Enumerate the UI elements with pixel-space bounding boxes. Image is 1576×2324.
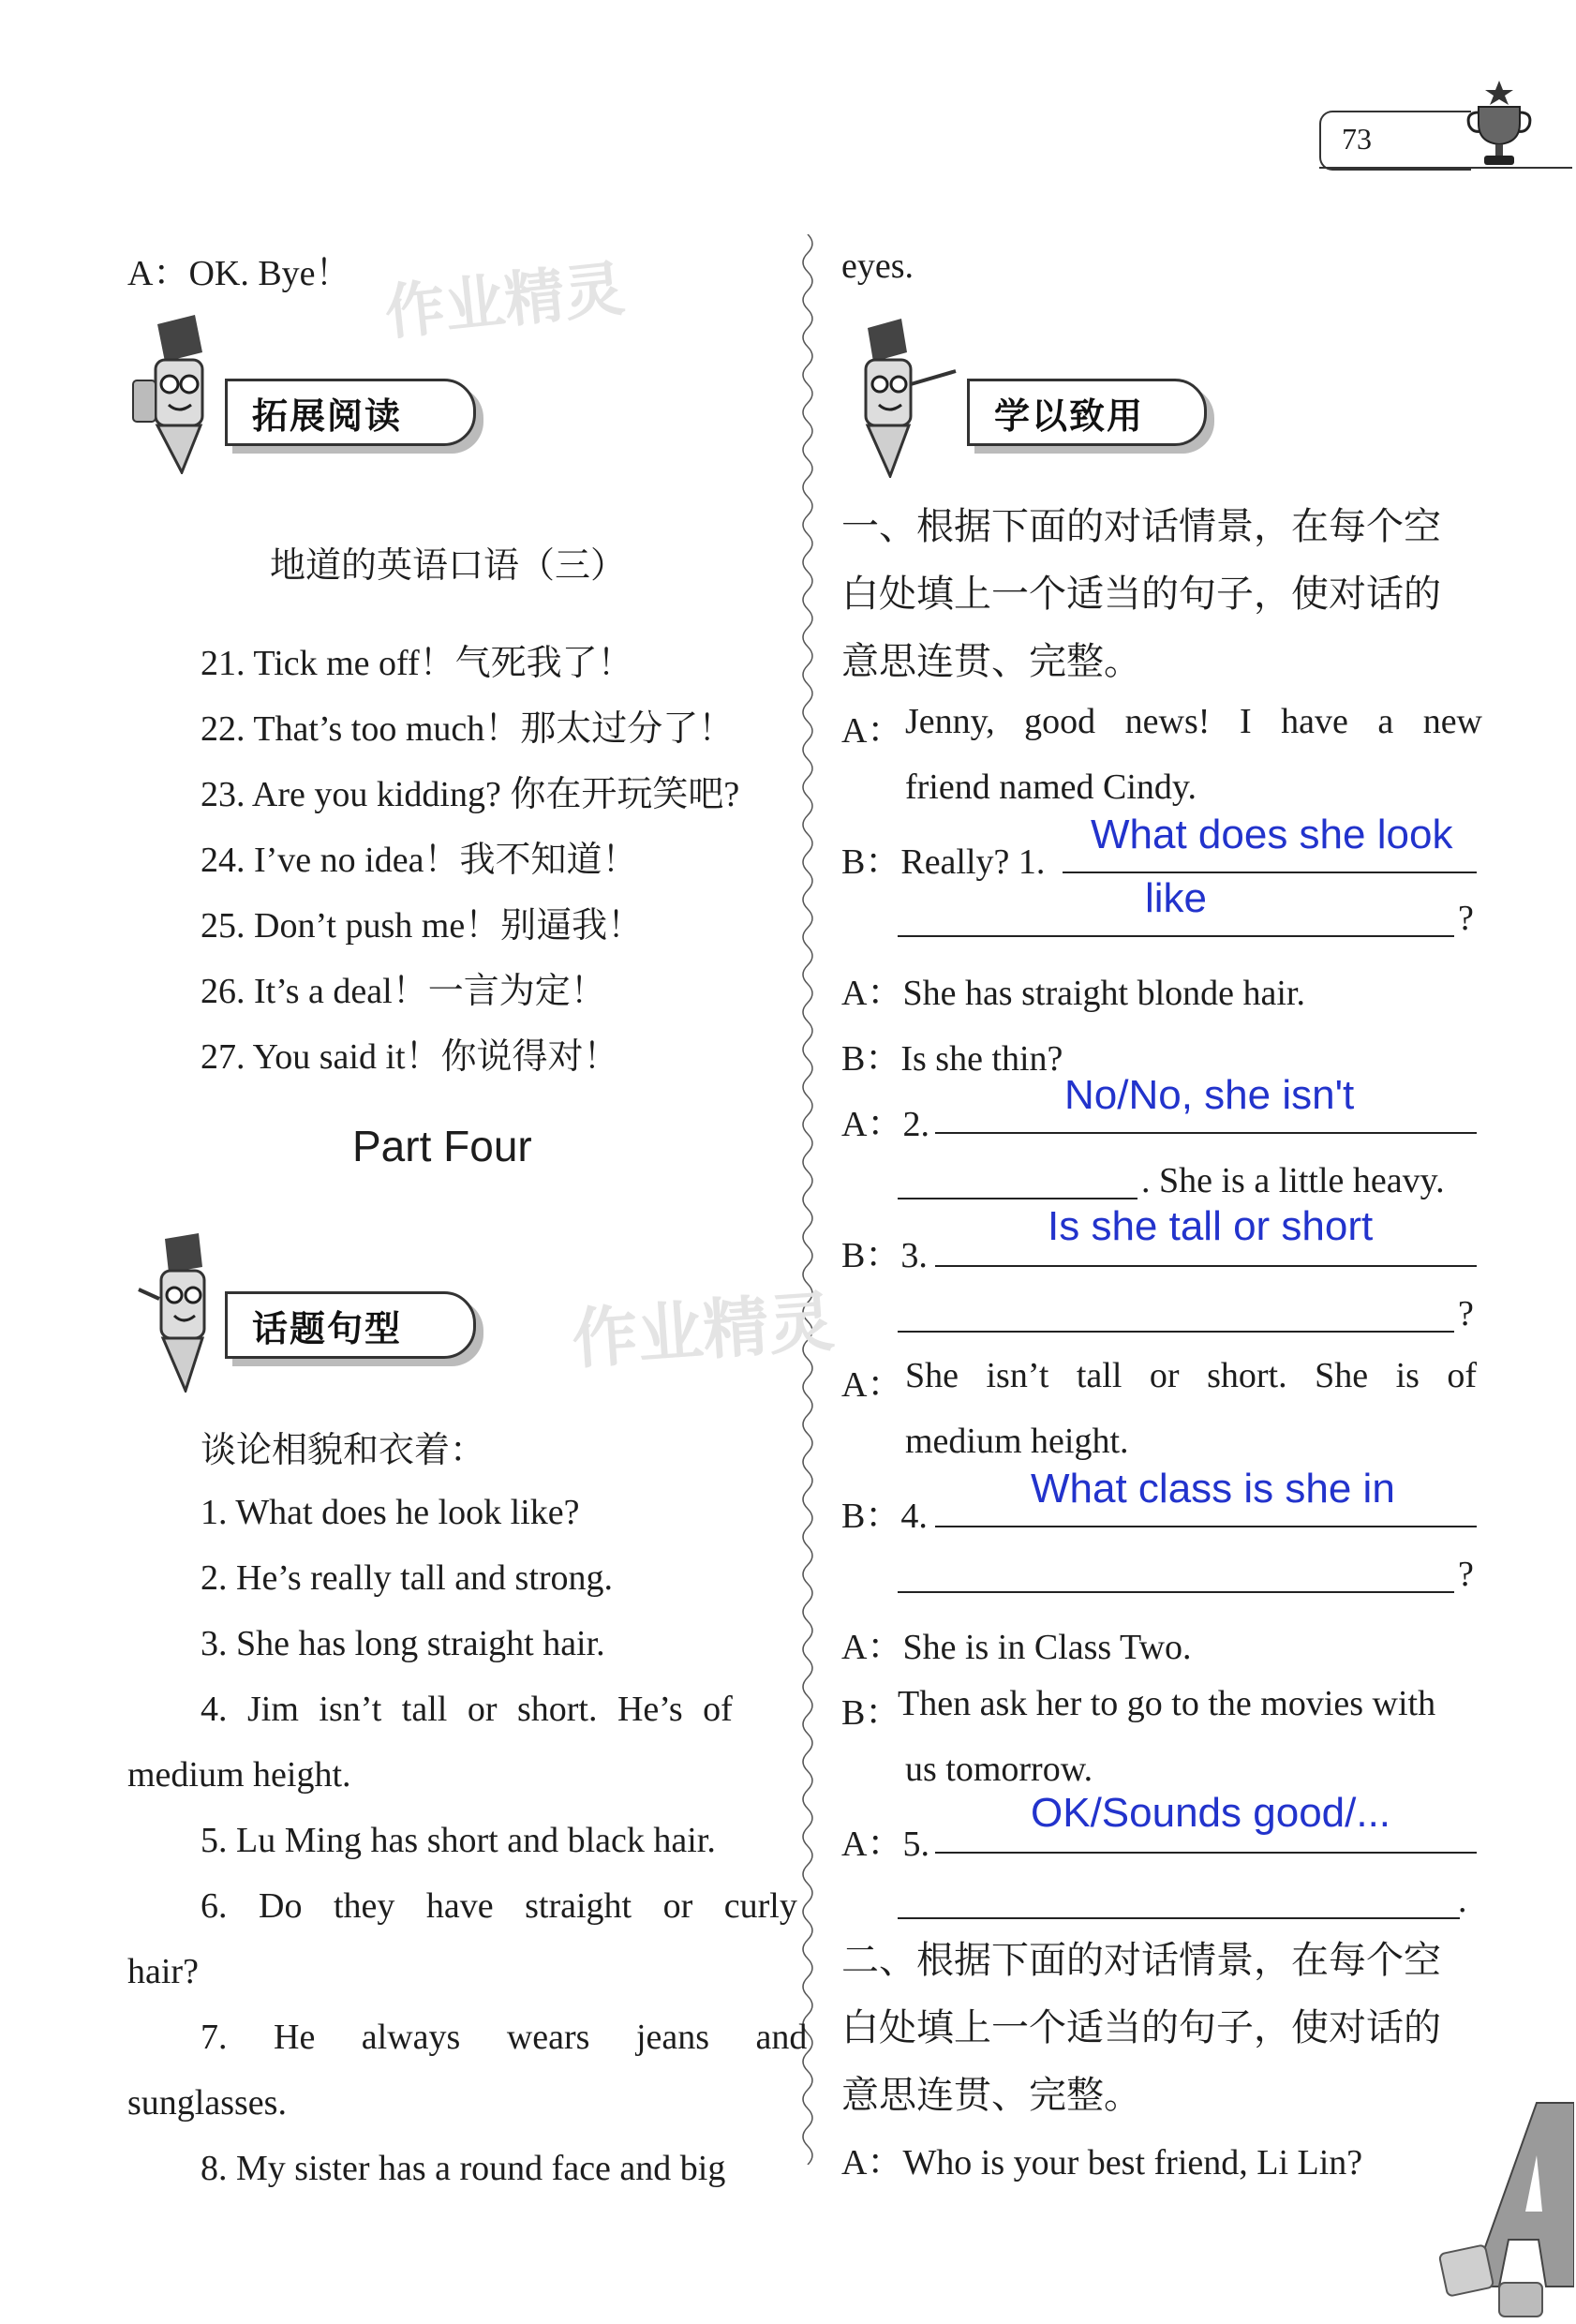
sentence-item: 7. He always wears jeans and	[201, 2018, 808, 2057]
header-rule	[1319, 167, 1572, 169]
sentence-item: sunglasses.	[127, 2083, 287, 2123]
part-heading: Part Four	[352, 1122, 532, 1170]
dialogue-line: B：4.	[841, 1497, 928, 1536]
watermark-middle: 作业精灵	[569, 1283, 837, 1378]
dialogue-line: A：Who is your best friend, Li Lin?	[841, 2143, 1363, 2182]
dialogue-line: . She is a little heavy.	[1141, 1161, 1445, 1200]
section-banner-topic-patterns	[225, 1291, 476, 1359]
dialogue-line: friend named Cindy.	[905, 767, 1197, 807]
instruction-line: 意思连贯、完整。	[841, 2074, 1141, 2117]
phrase-item: 23. Are you kidding? 你在开玩笑吧?	[201, 775, 740, 814]
dialogue-line: A：5.	[841, 1825, 929, 1864]
section-title: 拓展阅读	[252, 395, 403, 437]
blank-4[interactable]	[898, 1591, 1454, 1593]
instruction-line: 白处填上一个适当的句子，使对话的	[841, 573, 1441, 616]
sentence-item: 8. My sister has a round face and big	[201, 2149, 726, 2188]
phrase-item: 25. Don’t push me！别逼我！	[201, 906, 644, 946]
dialogue-line: medium height.	[905, 1422, 1129, 1461]
blank-1[interactable]	[1063, 872, 1477, 873]
phrase-list	[201, 633, 739, 1093]
blank-3[interactable]	[935, 1265, 1477, 1267]
dialogue-line: B：Is she thin?	[841, 1039, 1063, 1079]
sentence-item: 3. She has long straight hair.	[201, 1624, 605, 1663]
sentence-item: 1. What does he look like?	[201, 1493, 580, 1532]
blank-1[interactable]	[898, 935, 1454, 937]
answer-2: No/No, she isn't	[1064, 1072, 1355, 1118]
question-mark: ?	[1458, 1294, 1474, 1333]
dialogue-line: Jenny, good news! I have a new	[905, 702, 1482, 741]
section-title: 话题句型	[252, 1308, 403, 1349]
pencil-mascot-icon	[129, 315, 223, 478]
dialogue-line: A：She is in Class Two.	[841, 1628, 1192, 1667]
answer-3: Is she tall or short	[1048, 1203, 1374, 1249]
phrase-item: 21. Tick me off！气死我了！	[201, 644, 633, 683]
dialogue-line: Then ask her to go to the movies with	[898, 1684, 1436, 1723]
pencil-mascot-icon	[853, 319, 974, 482]
phrase-item: 22. That’s too much！那太过分了！	[201, 709, 735, 749]
question-mark: ?	[1458, 1555, 1474, 1594]
page-number: 73	[1342, 122, 1372, 156]
sentence-item: medium height.	[127, 1755, 351, 1795]
question-mark: ?	[1458, 899, 1474, 938]
sentence-item: 2. He’s really tall and strong.	[201, 1558, 614, 1598]
opening-line: A：OK. Bye！	[127, 254, 351, 293]
sentence-item: 5. Lu Ming has short and black hair.	[201, 1821, 716, 1860]
watermark-top: 作业精灵	[381, 254, 628, 350]
speaker-a-label: A：	[841, 1365, 903, 1405]
sentence-item: hair?	[127, 1952, 199, 1991]
carryover-text: eyes.	[841, 246, 914, 286]
section-banner-apply	[967, 379, 1207, 446]
dialogue-line: us tomorrow.	[905, 1750, 1093, 1789]
blank-2[interactable]	[935, 1132, 1477, 1134]
dialogue-line: A：2.	[841, 1105, 929, 1144]
reading-heading: 地道的英语口语（三）	[270, 544, 627, 586]
section-banner-extended-reading	[225, 379, 476, 446]
instruction-line: 意思连贯、完整。	[841, 640, 1141, 683]
blank-5[interactable]	[898, 1917, 1460, 1919]
blank-3[interactable]	[898, 1331, 1454, 1333]
blank-4[interactable]	[935, 1526, 1477, 1527]
sentence-list	[127, 1492, 808, 2213]
phrase-item: 27. You said it！你说得对！	[201, 1037, 619, 1077]
dialogue-line: A：She has straight blonde hair.	[841, 974, 1305, 1013]
section-title: 学以致用	[994, 395, 1145, 437]
instruction-line: 白处填上一个适当的句子，使对话的	[841, 2006, 1441, 2049]
dialogue-line: B：Really? 1.	[841, 842, 1046, 882]
answer-1: What does she look	[1091, 812, 1453, 857]
answer-5: OK/Sounds good/...	[1031, 1790, 1391, 1836]
task1-instruction	[841, 493, 1441, 695]
letter-a-decoration-icon	[1434, 2099, 1574, 2319]
column-divider	[796, 234, 819, 2165]
phrase-item: 26. It’s a deal！一言为定！	[201, 972, 606, 1011]
topic-intro: 谈论相貌和衣着：	[201, 1429, 486, 1470]
sentence-item: 6. Do they have straight or curly	[201, 1886, 797, 1926]
blank-5[interactable]	[935, 1852, 1477, 1854]
trophy-icon	[1462, 79, 1537, 172]
answer-1: like	[1145, 875, 1208, 921]
speaker-a-label: A：	[841, 711, 903, 751]
instruction-line: 二、根据下面的对话情景，在每个空	[841, 1939, 1441, 1982]
phrase-item: 24. I’ve no idea！我不知道！	[201, 841, 638, 880]
speaker-b-label: B：	[841, 1693, 901, 1733]
sentence-item: 4. Jim isn’t tall or short. He’s of	[201, 1690, 733, 1729]
dialogue-line: B：3.	[841, 1236, 928, 1275]
answer-4: What class is she in	[1031, 1466, 1395, 1512]
instruction-line: 一、根据下面的对话情景，在每个空	[841, 505, 1441, 548]
task2-instruction	[841, 1927, 1441, 2129]
period-mark: .	[1458, 1881, 1467, 1920]
blank-2[interactable]	[898, 1198, 1137, 1199]
pencil-mascot-icon	[131, 1233, 225, 1396]
dialogue-line: She isn’t tall or short. She is of	[905, 1356, 1478, 1395]
